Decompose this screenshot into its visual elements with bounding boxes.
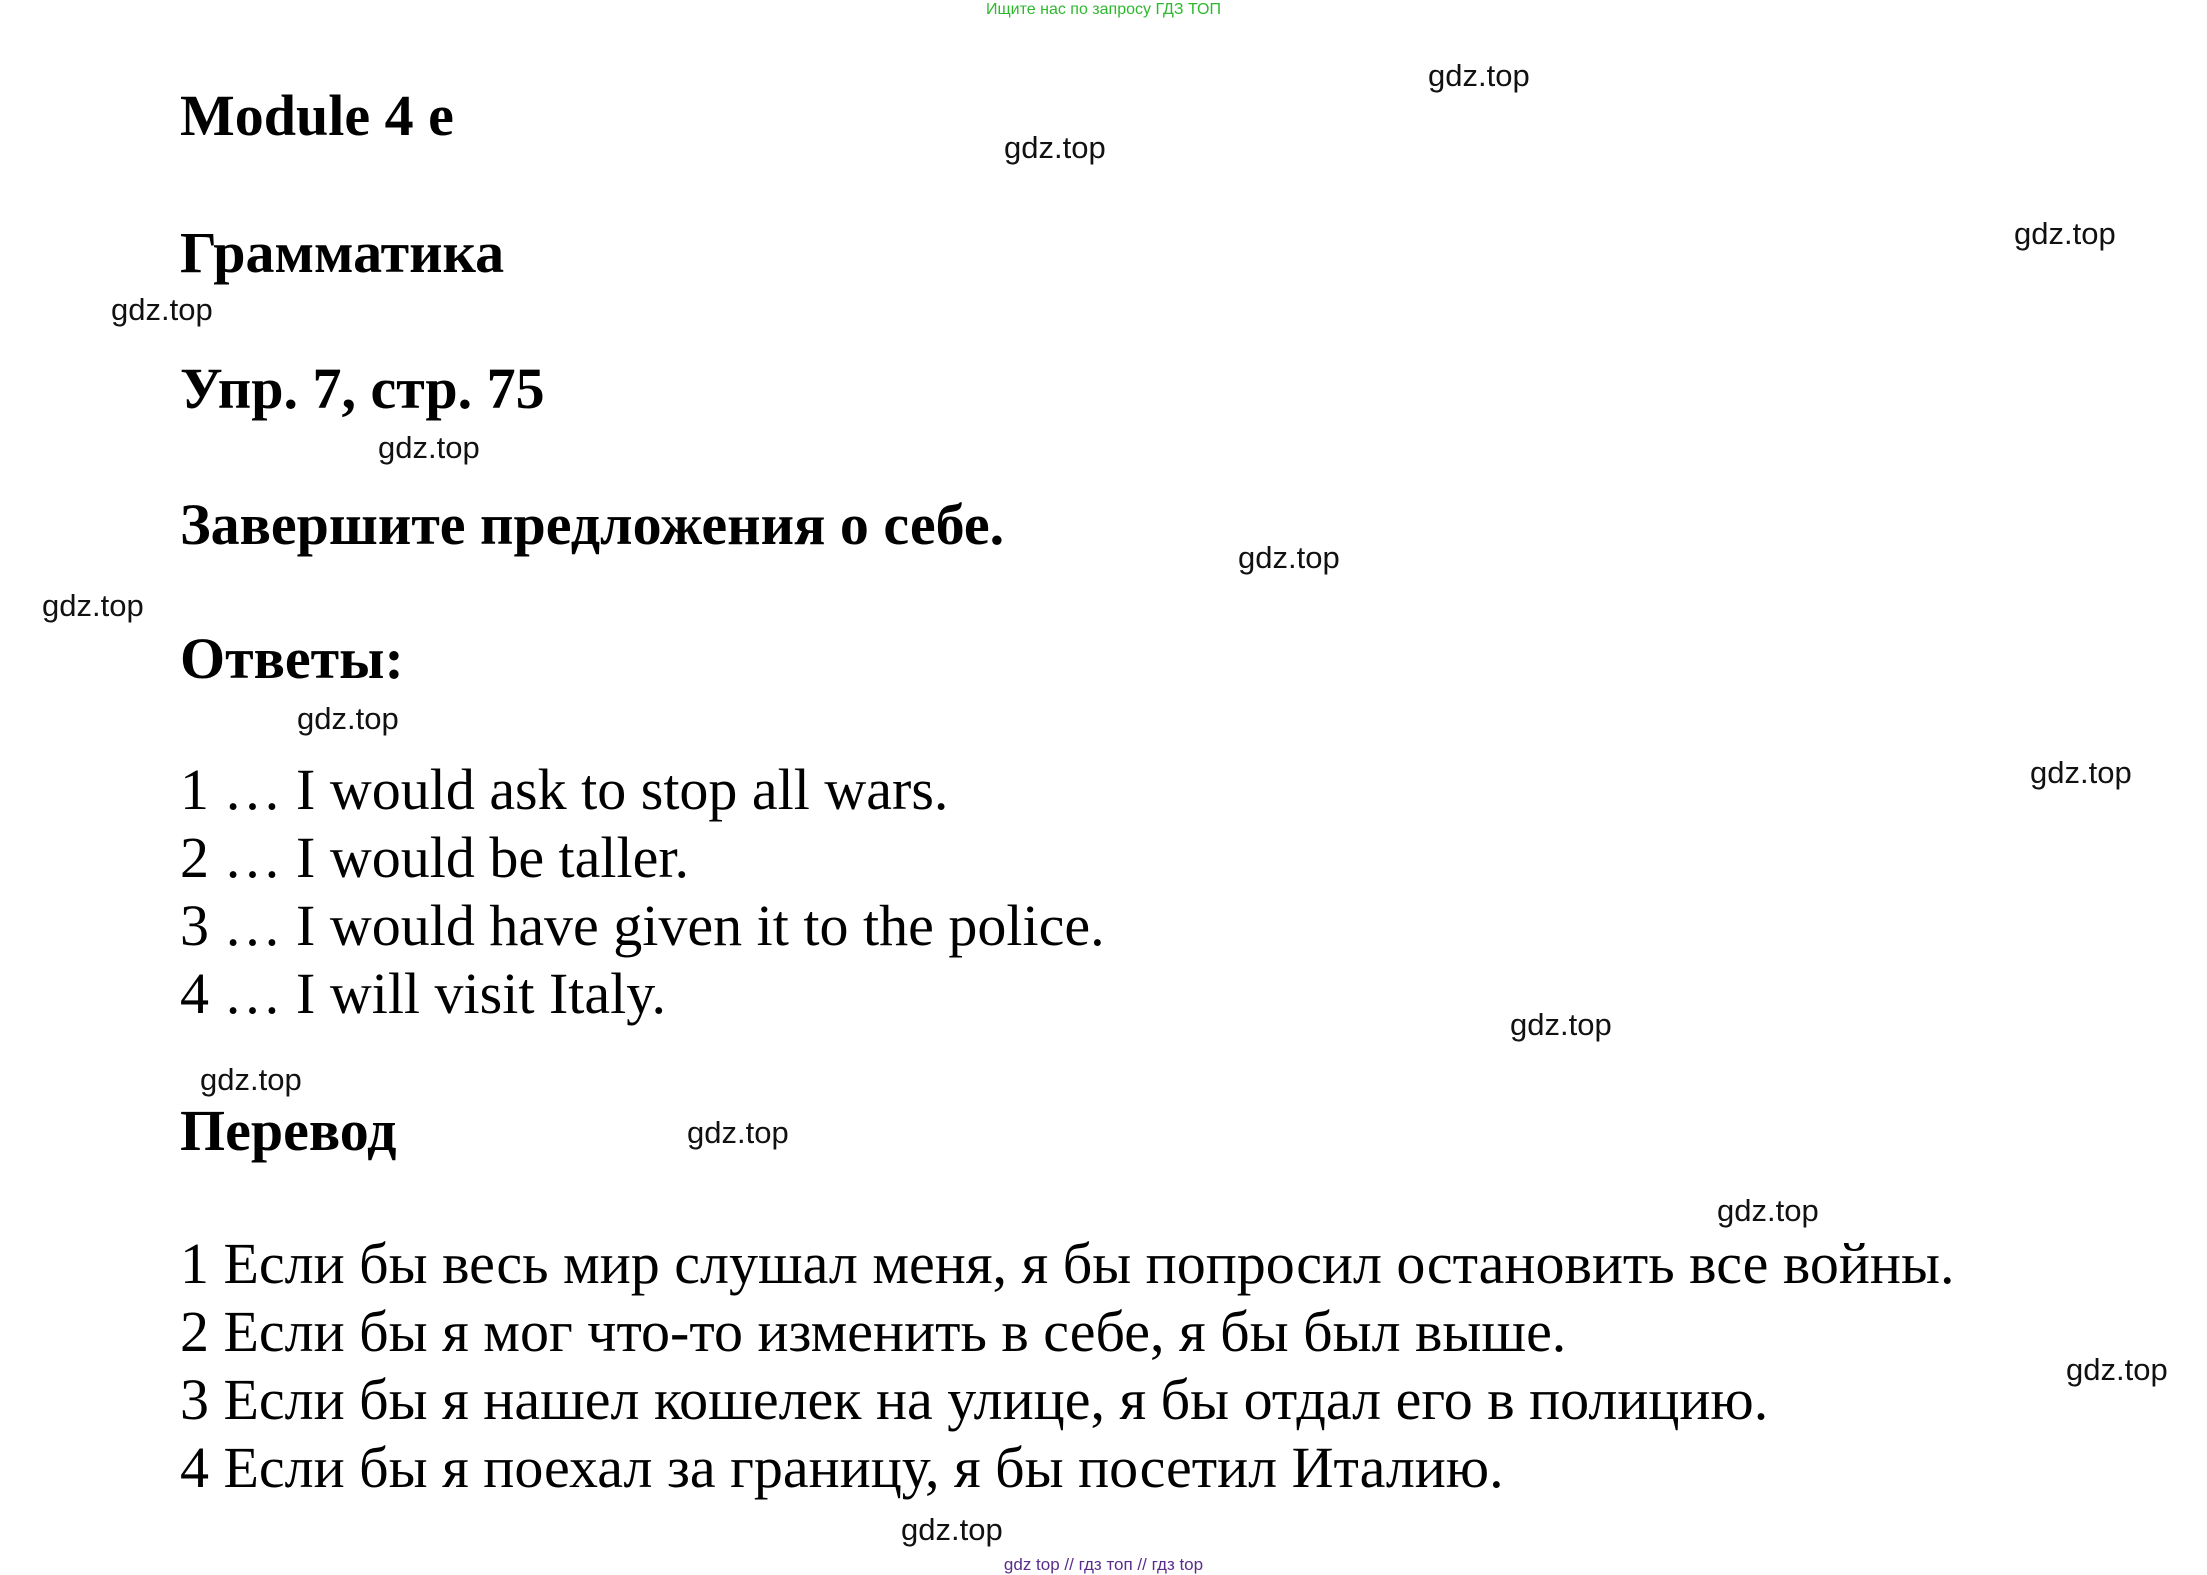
watermark: gdz.top [901,1512,1003,1547]
watermark: gdz.top [1717,1193,1819,1228]
section-heading: Грамматика [180,220,505,285]
watermark: gdz.top [1238,540,1340,575]
watermark: gdz.top [687,1115,789,1150]
watermark: gdz.top [1510,1007,1612,1042]
answers-heading: Ответы: [180,626,404,691]
translation-line: 1 Если бы весь мир слушал меня, я бы попросил остановить все войны. [180,1231,1955,1296]
watermark: gdz.top [42,588,144,623]
answer-line: 4 … I will visit Italy. [180,961,666,1026]
translation-list [180,1230,1954,1502]
watermark: gdz.top [1428,58,1530,93]
watermark: gdz.top [200,1062,302,1097]
translation-line: 3 Если бы я нашел кошелек на улице, я бы отдал его в полицию. [180,1367,1769,1432]
watermark: gdz.top [1004,130,1106,165]
module-title: Module 4 e [180,83,454,148]
watermark: gdz.top [111,292,213,327]
answer-line: 3 … I would have given it to the police. [180,893,1105,958]
translation-heading: Перевод [180,1098,397,1163]
footer-text: gdz top // гдз топ // гдз top [1003,1555,1204,1574]
answer-line: 2 … I would be taller. [180,825,690,890]
watermark: gdz.top [2030,755,2132,790]
task-instruction: Завершите предложения о себе. [180,492,1005,557]
translation-line: 4 Если бы я поехал за границу, я бы посетил Италию. [180,1435,1504,1500]
watermark: gdz.top [2066,1352,2168,1387]
translation-line: 2 Если бы я мог что-то изменить в себе, я бы был выше. [180,1299,1567,1364]
answers-list [180,756,1105,1028]
watermark: gdz.top [297,701,399,736]
watermark: gdz.top [378,430,480,465]
answer-line: 1 … I would ask to stop all wars. [180,757,949,822]
watermark: gdz.top [2014,216,2116,251]
exercise-reference: Упр. 7, стр. 75 [180,356,545,421]
top-banner: Ищите нас по запросу ГДЗ ТОП [986,1,1221,18]
